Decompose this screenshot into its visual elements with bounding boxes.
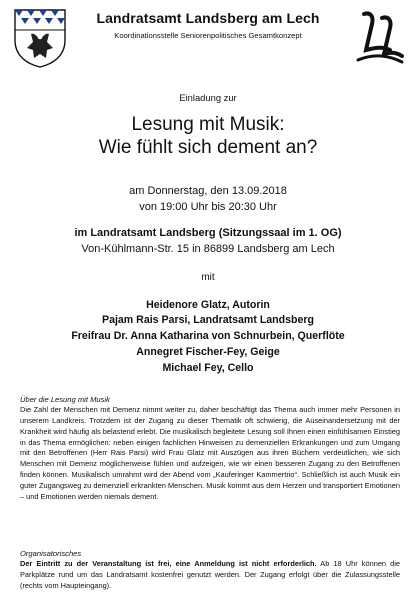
event-time: von 19:00 Uhr bis 20:30 Uhr [139,201,277,213]
performer-item: Freifrau Dr. Anna Katharina von Schnurbein, Querflöte [71,330,345,342]
performer-item: Pajam Rais Parsi, Landratsamt Landsberg [102,314,314,326]
org-heading: Organisatorisches [20,549,82,558]
org-paragraph [20,559,400,592]
event-title-line2: Wie fühlt sich dement an? [98,137,318,158]
event-address: Von-Kühlmann-Str. 15 in 86899 Landsberg am Lech [81,243,335,255]
invitation-label: Einladung zur [179,92,237,103]
performer-item: Michael Fey, Cello [162,362,254,374]
event-title-line1: Lesung mit Musik: [131,114,285,135]
about-paragraph: Die Zahl der Menschen mit Demenz nimmt weiter zu, daher beschäftigt das Thema auch immer mehr Personen in unserem Landkreis. Trotzdem ist der Zugang zu dieser Thematik oft schwierig, die Auseinandersetzung mit der Krankheit wird häufig als belastend erlebt. Die musikalisch begleitete Lesung soll Ihnen einen einfühlsamen Einstieg in das Thema ermöglichen: neben einigen fachlichen Hinweisen zu demenziellen Erkrankungen und zum Umgang mit den Betroffenen (Herr Rais Parsi) wird Frau Glatz mit Auszügen aus ihren Büchern verdeutlichen, wie sich Menschen mit Demenz möglicherweise fühlen und aufzeigen, wie wir einen besseren Zugang zu den Betroffenen finden können. Musikalisch umrahmt wird der Abend vom „Kauferinger Kammertrio“. Schließlich ist auch Musik ein guter Zugangsweg zu demenziell erkrankten Menschen. Musik kommt aus dem Herzen und transportiert Emotionen – und Emotionen werden niemals dement. [20,405,400,501]
header-subtitle: Koordinationsstelle Seniorenpolitisches Gesamtkonzept [114,31,302,40]
performer-item: Annegret Fischer-Fey, Geige [136,346,280,358]
event-date: am Donnerstag, den 13.09.2018 [129,185,287,197]
event-title [0,113,416,159]
with-label: mit [201,272,215,283]
event-venue: im Landratsamt Landsberg (Sitzungssaal im 1. OG) [74,227,342,239]
header-title: Landratsamt Landsberg am Lech [96,10,320,26]
org-bold-text: Der Eintritt zu der Veranstaltung ist frei, eine Anmeldung ist nicht erforderlich. [20,559,317,568]
coat-of-arms-icon [13,8,67,68]
performer-item: Heidenore Glatz, Autorin [146,299,270,311]
about-heading: Über die Lesung mit Musik [20,395,110,404]
landkreis-logo-icon [354,10,404,66]
org-text: Ab 18 Uhr können die Parkplätze rund um das Landratsamt kostenfrei genutzt werden. Der Zugang erfolgt über die Zulassungsstelle (rechts vom Haupteingang). [20,559,401,590]
